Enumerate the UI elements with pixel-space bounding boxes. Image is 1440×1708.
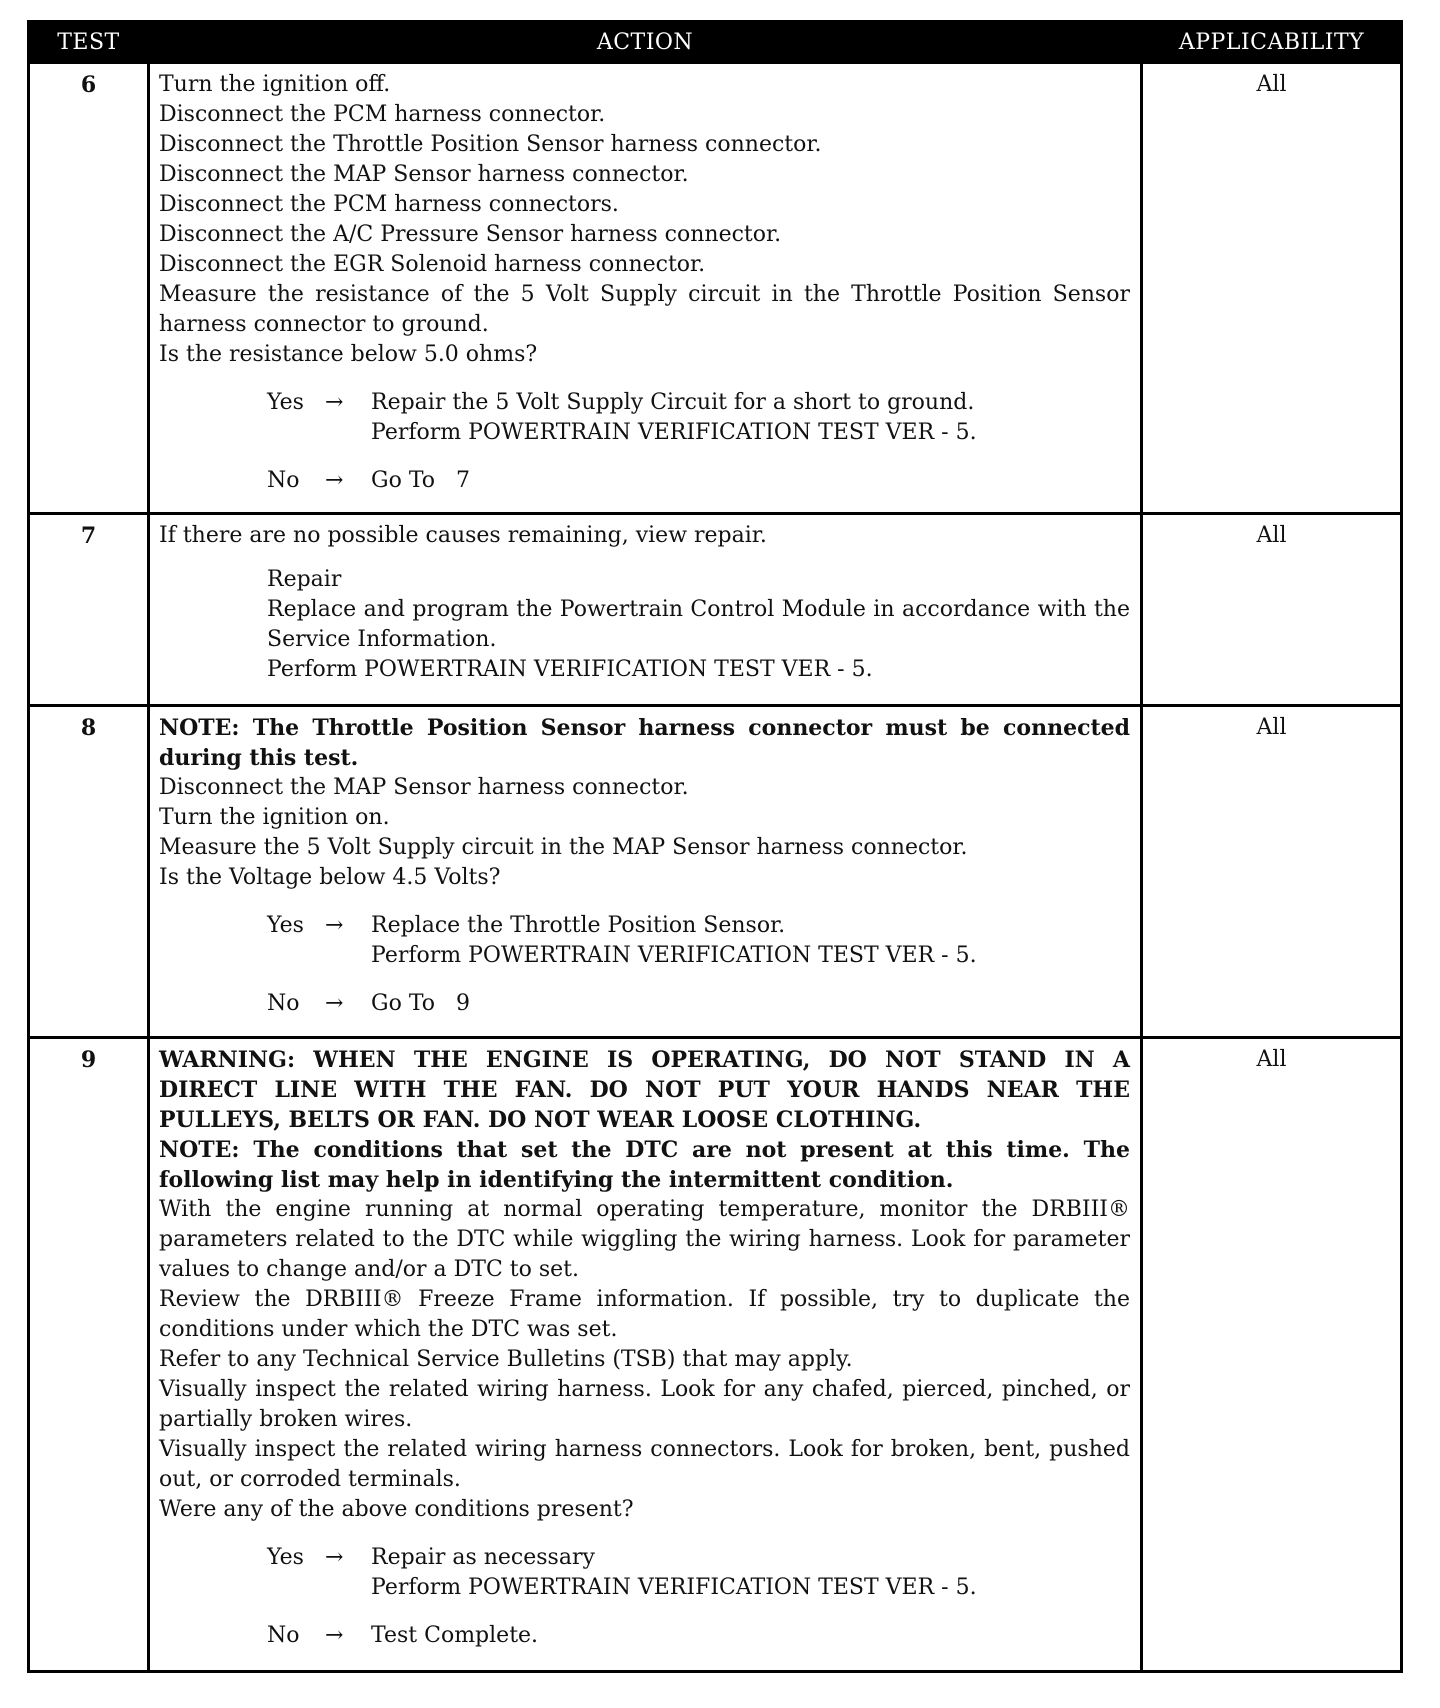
applicability-cell: All: [1142, 706, 1402, 1038]
header-action: ACTION: [149, 22, 1142, 63]
action-step: Review the DRBIII® Freeze Frame information. If possible, try to duplicate the conditions under which the DTC was set.: [159, 1287, 1130, 1342]
right-arrow-icon: →: [325, 913, 344, 938]
action-step: Measure the resistance of the 5 Volt Supply circuit in the Throttle Position Sensor harness connector to ground.: [159, 282, 1130, 337]
applicability-cell: All: [1142, 1038, 1402, 1672]
action-question: Is the Voltage below 4.5 Volts?: [159, 865, 501, 890]
yes-branch: [159, 388, 1130, 448]
test-number: 8: [29, 706, 149, 1038]
table-header-row: [29, 22, 1402, 63]
table-row-test-8: [29, 706, 1402, 1038]
action-step: Disconnect the EGR Solenoid harness connector.: [159, 252, 706, 277]
action-step: Visually inspect the related wiring harness connectors. Look for broken, bent, pushed out, or corroded terminals.: [159, 1437, 1130, 1492]
yes-result: [371, 388, 1130, 448]
yes-label: Yes: [267, 913, 304, 938]
yes-result-line: Perform POWERTRAIN VERIFICATION TEST VER - 5.: [371, 1575, 977, 1600]
action-question: Were any of the above conditions present?: [159, 1497, 634, 1522]
warning-text: WARNING: WHEN THE ENGINE IS OPERATING, DO NOT STAND IN A DIRECT LINE WITH THE FAN. DO NOT PUT YOUR HANDS NEAR THE PULLEYS, BELTS OR FAN. DO NOT WEAR LOOSE CLOTHING.: [159, 1047, 1130, 1133]
right-arrow-icon: →: [325, 1545, 344, 1570]
applicability-cell: All: [1142, 63, 1402, 514]
yes-result: [371, 911, 1130, 971]
test-number: 9: [29, 1038, 149, 1672]
action-step: Disconnect the PCM harness connectors.: [159, 192, 619, 217]
no-branch: [159, 989, 1130, 1019]
action-step: Disconnect the MAP Sensor harness connector.: [159, 775, 689, 800]
no-branch: [159, 1621, 1130, 1651]
header-applicability: APPLICABILITY: [1142, 22, 1402, 63]
action-step: If there are no possible causes remaining, view repair.: [159, 523, 767, 548]
action-cell: [149, 514, 1142, 706]
yes-result-line: Repair the 5 Volt Supply Circuit for a short to ground.: [371, 390, 975, 415]
yes-branch: [159, 911, 1130, 971]
table-row-test-6: [29, 63, 1402, 514]
repair-text: Replace and program the Powertrain Control Module in accordance with the Service Information.: [267, 597, 1130, 652]
yes-result: [371, 1543, 1130, 1603]
yes-branch: [159, 1543, 1130, 1603]
yes-result-line: Replace the Throttle Position Sensor.: [371, 913, 786, 938]
test-number: 6: [29, 63, 149, 514]
action-question: Is the resistance below 5.0 ohms?: [159, 342, 538, 367]
action-step: Disconnect the Throttle Position Sensor harness connector.: [159, 132, 822, 157]
table-row-test-9: [29, 1038, 1402, 1672]
repair-perform: Perform POWERTRAIN VERIFICATION TEST VER - 5.: [267, 657, 873, 682]
action-step: Disconnect the A/C Pressure Sensor harness connector.: [159, 222, 782, 247]
diagnostic-test-table: [27, 20, 1403, 1673]
no-label: No: [267, 468, 300, 493]
yes-result-line: Perform POWERTRAIN VERIFICATION TEST VER - 5.: [371, 420, 977, 445]
no-result: Go To 7: [371, 468, 470, 493]
yes-label: Yes: [267, 390, 304, 415]
yes-result-line: Perform POWERTRAIN VERIFICATION TEST VER - 5.: [371, 943, 977, 968]
action-cell: [149, 706, 1142, 1038]
action-step: Visually inspect the related wiring harness. Look for any chafed, pierced, pinched, or partially broken wires.: [159, 1377, 1130, 1432]
repair-label: Repair: [267, 567, 342, 592]
yes-result-line: Repair as necessary: [371, 1545, 595, 1570]
action-step: Disconnect the MAP Sensor harness connector.: [159, 162, 689, 187]
no-label: No: [267, 991, 300, 1016]
note-text: NOTE: The conditions that set the DTC are not present at this time. The following list may help in identifying the intermittent condition.: [159, 1137, 1130, 1193]
action-step: Turn the ignition off.: [159, 72, 391, 97]
table-row-test-7: [29, 514, 1402, 706]
action-step: With the engine running at normal operating temperature, monitor the DRBIII® parameters related to the DTC while wiggling the wiring harness. Look for parameter values to change and/or a DTC to set.: [159, 1197, 1130, 1282]
applicability-cell: All: [1142, 514, 1402, 706]
repair-instructions: [159, 595, 1130, 685]
right-arrow-icon: →: [325, 991, 344, 1016]
no-result: Go To 9: [371, 991, 470, 1016]
right-arrow-icon: →: [325, 390, 344, 415]
action-step: Turn the ignition on.: [159, 805, 390, 830]
action-cell: [149, 63, 1142, 514]
no-branch: [159, 466, 1130, 496]
action-step: Refer to any Technical Service Bulletins (TSB) that may apply.: [159, 1347, 853, 1372]
no-result: Test Complete.: [371, 1623, 539, 1648]
header-test: TEST: [29, 22, 149, 63]
no-label: No: [267, 1623, 300, 1648]
right-arrow-icon: →: [325, 468, 344, 493]
test-number: 7: [29, 514, 149, 706]
note-text: NOTE: The Throttle Position Sensor harness connector must be connected during this test.: [159, 715, 1130, 771]
diagnostic-test-table-page: [27, 20, 1400, 1673]
action-step: Measure the 5 Volt Supply circuit in the MAP Sensor harness connector.: [159, 835, 968, 860]
yes-label: Yes: [267, 1545, 304, 1570]
action-step: Disconnect the PCM harness connector.: [159, 102, 606, 127]
right-arrow-icon: →: [325, 1623, 344, 1648]
action-cell: [149, 1038, 1142, 1672]
